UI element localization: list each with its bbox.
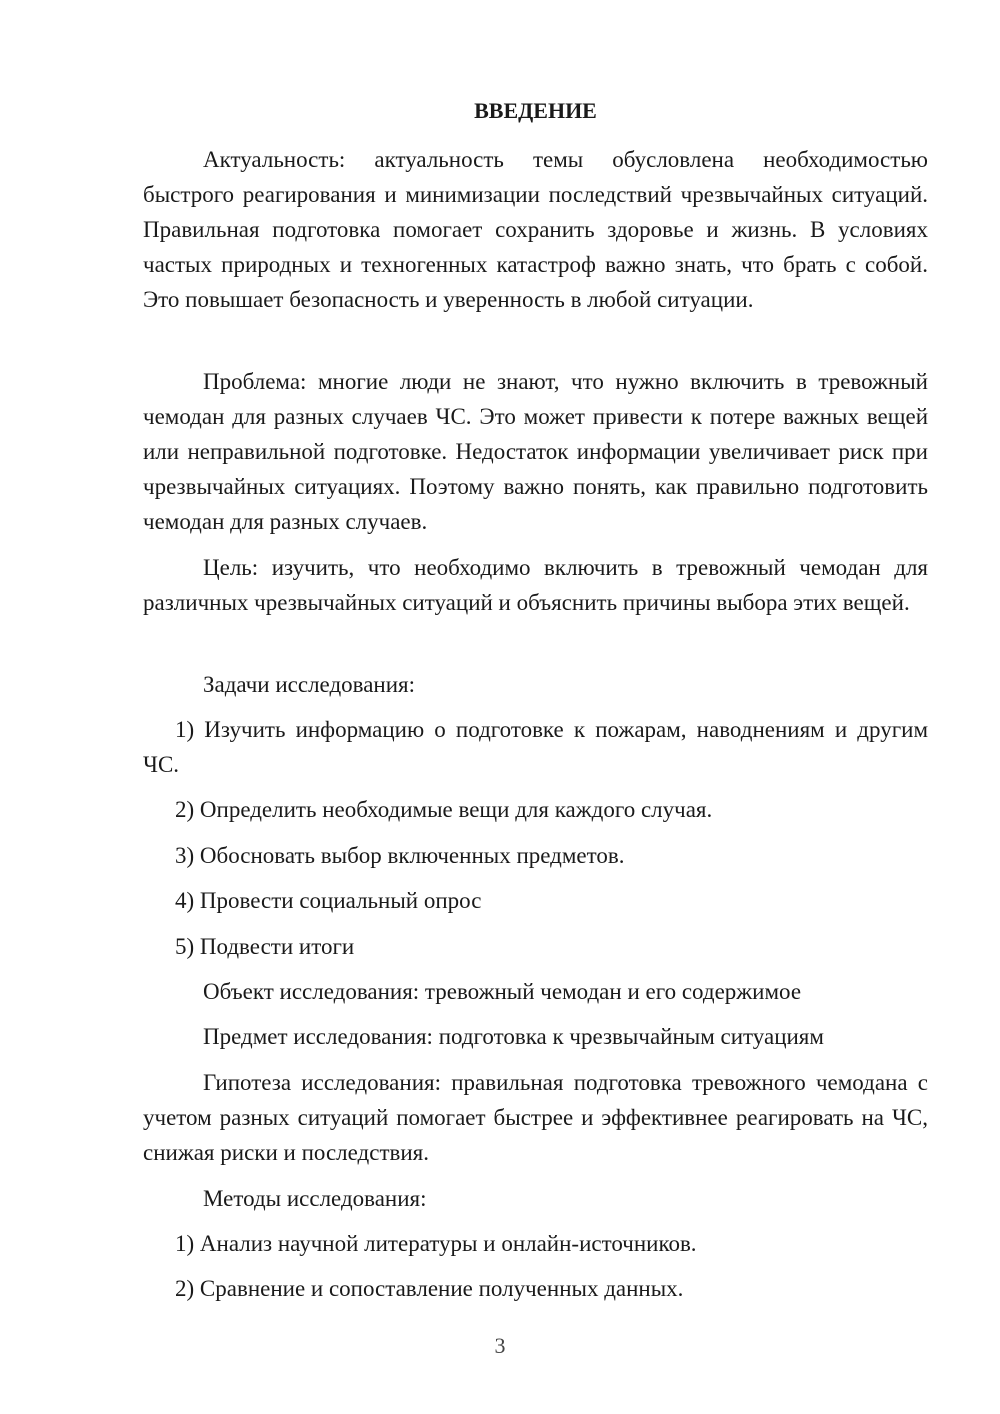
task-item: 2) Определить необходимые вещи для каждого случая. bbox=[175, 797, 713, 822]
goal-paragraph: Цель: изучить, что необходимо включить в тревожный чемодан для различных чрезвычайных ситуаций и объяснить причины выбора этих вещей. bbox=[143, 555, 928, 615]
relevance-paragraph: Актуальность: актуальность темы обусловлена необходимостью быстрого реагирования и минимизации последствий чрезвычайных ситуаций. Правильная подготовка помогает сохранить здоровье и жизнь. В условиях частых природных и техногенных катастроф важно знать, что брать с собой. Это повышает безопасность и уверенность в любой ситуации. bbox=[143, 147, 928, 312]
task-item: 5) Подвести итоги bbox=[175, 934, 355, 959]
problem-paragraph: Проблема: многие люди не знают, что нужно включить в тревожный чемодан для разных случаев ЧС. Это может привести к потере важных вещей или неправильной подготовке. Недостаток информации увеличивает риск при чрезвычайных ситуациях. Поэтому важно понять, как правильно подготовить чемодан для разных случаев. bbox=[143, 369, 928, 534]
object-paragraph: Объект исследования: тревожный чемодан и его содержимое bbox=[203, 979, 802, 1004]
page-title: ВВЕДЕНИЕ bbox=[474, 98, 597, 123]
task-item: 3) Обосновать выбор включенных предметов. bbox=[175, 843, 625, 868]
task-item: 4) Провести социальный опрос bbox=[175, 888, 482, 913]
method-item: 2) Сравнение и сопоставление полученных данных. bbox=[175, 1276, 684, 1301]
page-number: 3 bbox=[494, 1333, 506, 1358]
methods-heading: Методы исследования: bbox=[203, 1186, 427, 1211]
method-item: 1) Анализ научной литературы и онлайн-источников. bbox=[175, 1231, 697, 1256]
tasks-heading: Задачи исследования: bbox=[203, 672, 416, 697]
subject-paragraph: Предмет исследования: подготовка к чрезвычайным ситуациям bbox=[203, 1024, 824, 1049]
hypothesis-paragraph: Гипотеза исследования: правильная подготовка тревожного чемодана с учетом разных ситуаций помогает быстрее и эффективнее реагировать на ЧС, снижая риски и последствия. bbox=[143, 1070, 928, 1165]
task-item: 1) Изучить информацию о подготовке к пожарам, наводнениям и другим ЧС. bbox=[143, 717, 928, 777]
